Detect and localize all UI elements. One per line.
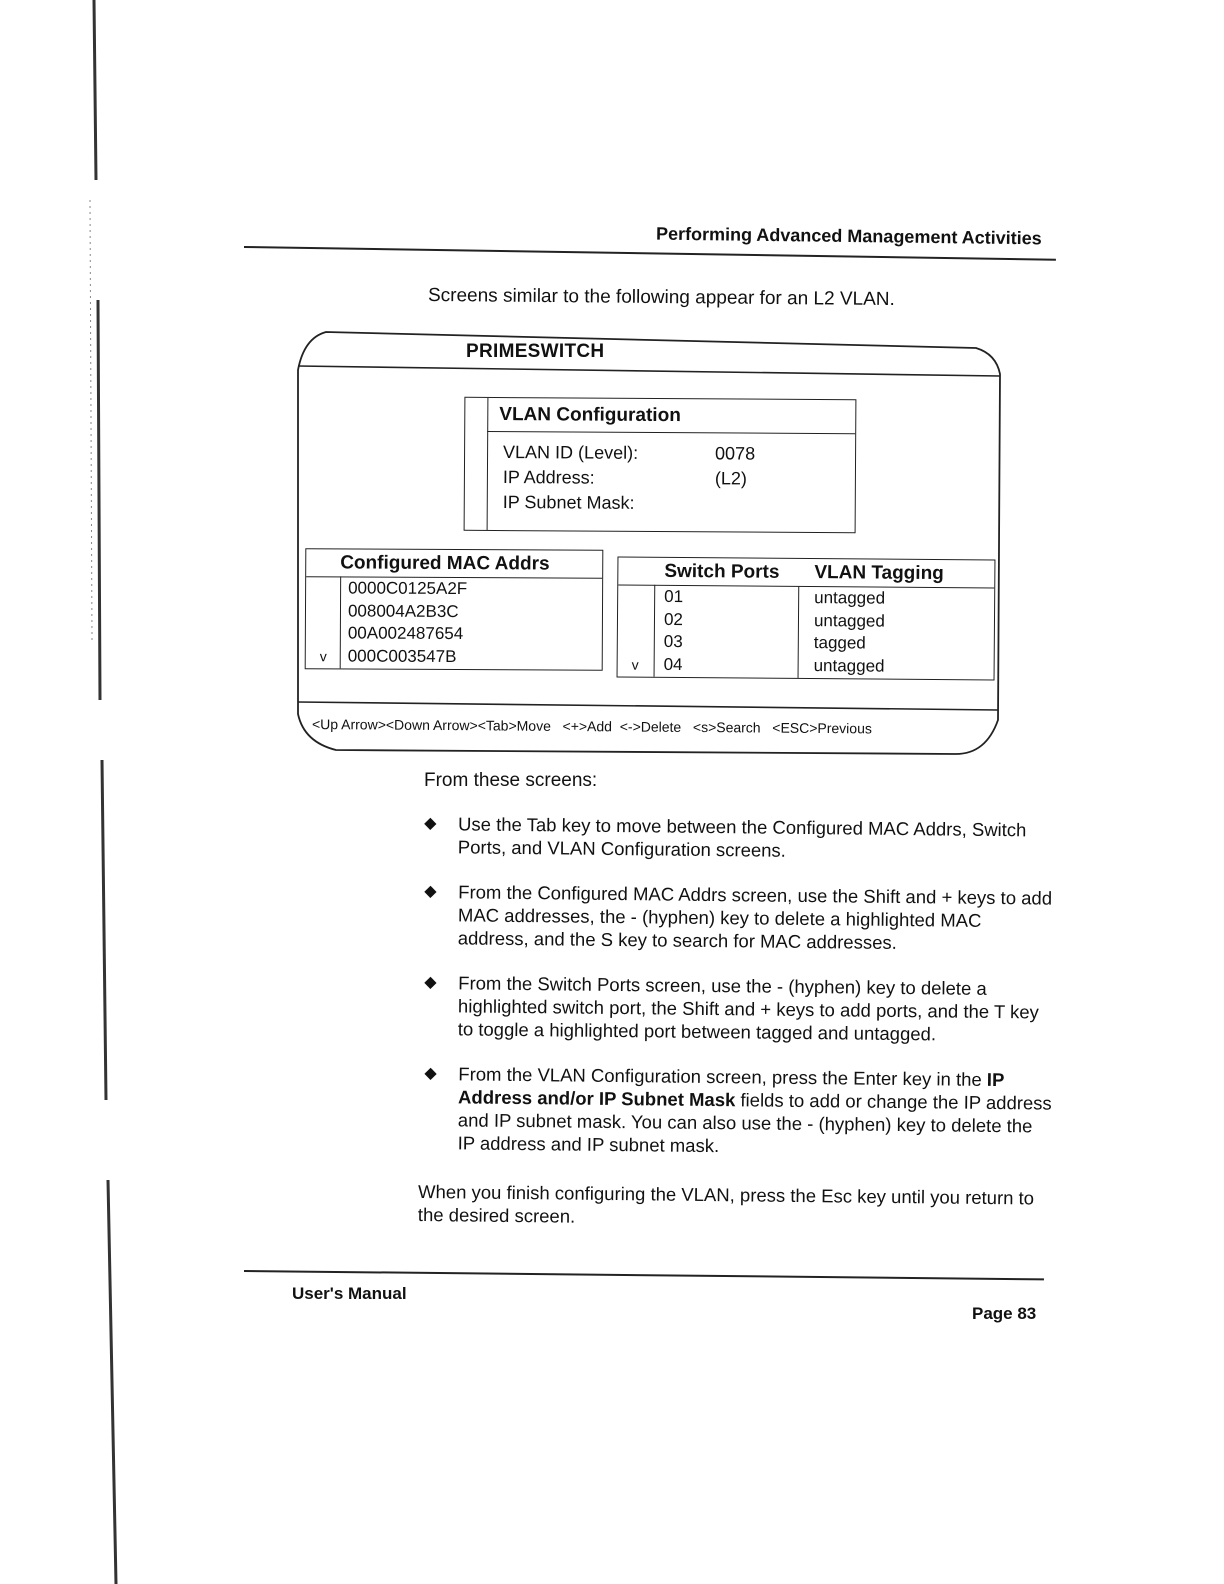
- ip-address-label: IP Address:: [502, 467, 595, 488]
- tagging-cell[interactable]: tagged: [813, 633, 866, 653]
- footer-manual-title: User's Manual: [292, 1284, 407, 1303]
- bullet-item: [424, 812, 1054, 865]
- configured-mac-addrs-panel[interactable]: [305, 548, 604, 671]
- diamond-bullet-icon: ◆: [424, 974, 437, 992]
- intro-text: Screens similar to the following appear for an L2 VLAN.: [427, 284, 895, 311]
- mac-list: [348, 577, 468, 668]
- diamond-bullet-icon: ◆: [424, 1065, 437, 1083]
- scroll-down-indicator: v: [631, 656, 639, 673]
- list-item[interactable]: 000C003547B: [347, 645, 457, 666]
- vlan-id-value: 0078 (L2): [714, 443, 756, 489]
- tagging-cell[interactable]: untagged: [813, 655, 885, 676]
- footer-rule: [244, 1270, 1044, 1280]
- header-rule: [244, 246, 1056, 261]
- port-cell[interactable]: 03: [663, 631, 683, 652]
- closing-text: When you finish configuring the VLAN, press the Esc key until you return to the desired screen.: [417, 1181, 1035, 1227]
- diamond-bullet-icon: ◆: [424, 815, 437, 833]
- port-cell[interactable]: 01: [664, 586, 684, 607]
- bullet-text: From the Configured MAC Addrs screen, use the Shift and + keys to add MAC addresses, the - (hyphen) key to delete a highlighted MAC address, and the S key to search for MAC addresses.: [457, 881, 1053, 953]
- switch-ports-panel[interactable]: [617, 557, 996, 681]
- screen-title: PRIMESWITCH: [466, 341, 605, 362]
- running-header: Performing Advanced Management Activities: [655, 223, 1042, 249]
- screen-frame: [296, 330, 1002, 756]
- port-list: [664, 586, 684, 676]
- vlan-fields: [502, 440, 756, 516]
- port-cell[interactable]: 04: [663, 654, 683, 674]
- scan-edge-artifact: [88, 0, 134, 1584]
- tagging-cell[interactable]: untagged: [814, 588, 886, 608]
- ip-subnet-mask-label: IP Subnet Mask:: [502, 492, 635, 513]
- tagging-list: [814, 587, 886, 678]
- bullet-text: [458, 1063, 1052, 1156]
- ip-address-field[interactable]: [503, 465, 638, 491]
- list-item[interactable]: 0000C0125A2F: [348, 578, 468, 599]
- mac-addrs-heading: Configured MAC Addrs: [306, 549, 602, 579]
- vlan-id-label: VLAN ID (Level):: [503, 442, 639, 463]
- ip-subnet-mask-field[interactable]: [503, 490, 638, 516]
- diamond-bullet-icon: ◆: [424, 883, 437, 901]
- switch-ports-heading: Switch Ports: [664, 560, 780, 583]
- list-item[interactable]: 00A002487654: [347, 623, 464, 644]
- bullet-text: From the Switch Ports screen, use the - (hyphen) key to delete a highlighted switch port, the Shift and + keys to add ports, and the T key to toggle a highlighted port between tagged and untagged.: [457, 972, 1039, 1045]
- bullet-item: [424, 1062, 1055, 1161]
- list-item[interactable]: 008004A2B3C: [347, 600, 459, 621]
- lead-text: From these screens:: [424, 770, 598, 791]
- switch-ports-header: [618, 558, 994, 589]
- scroll-down-indicator: v: [319, 648, 327, 665]
- bullet-item: [424, 880, 1055, 956]
- vlan-configuration-heading: VLAN Configuration: [487, 398, 855, 434]
- bold-field-names: IP Address and/or IP Subnet Mask: [458, 1068, 1005, 1111]
- bullet-text-part: fields to add or change the IP address and IP subnet mask. You can also use the - (hyphen) key to delete the IP address and IP subnet mask.: [457, 1089, 1052, 1157]
- bullet-text: Use the Tab key to move between the Configured MAC Addrs, Switch Ports, and VLAN Configuration screens.: [457, 813, 1027, 861]
- column-divider: [798, 586, 800, 678]
- vlan-tagging-heading: VLAN Tagging: [814, 562, 944, 585]
- panel-divider: [654, 585, 656, 677]
- vlan-configuration-panel[interactable]: [464, 397, 857, 533]
- bullet-list: [424, 812, 1054, 1176]
- bullet-item: [424, 971, 1055, 1047]
- panel-divider: [340, 576, 341, 668]
- tagging-cell[interactable]: untagged: [813, 610, 885, 631]
- terminal-screen: [296, 330, 1002, 756]
- port-cell[interactable]: 02: [663, 609, 683, 629]
- bullet-text-part: From the VLAN Configuration screen, press the Enter key in the: [458, 1063, 987, 1090]
- key-help-bar: <Up Arrow><Down Arrow><Tab>Move <+>Add <->Delete <s>Search <ESC>Previous: [311, 716, 872, 737]
- page-number: Page 83: [972, 1304, 1037, 1323]
